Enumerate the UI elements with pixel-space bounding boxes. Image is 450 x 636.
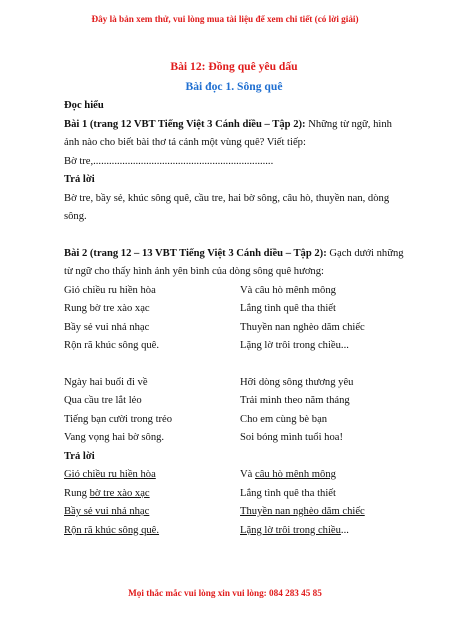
poem-line: Soi bóng mình tuổi hoa! — [240, 432, 343, 443]
answer-line: Rung bờ tre xào xạc — [64, 487, 150, 499]
question-1-answer-label: Trả lời — [64, 174, 95, 185]
question-2-answer-label: Trả lời — [64, 450, 95, 462]
poem-line: Gió chiều ru hiền hòa — [64, 284, 156, 296]
poem-line: Rộn rã khúc sông quê. — [64, 340, 160, 351]
poem-line: Ngày hai buổi đi về — [64, 376, 148, 388]
underlined-phrase: Rộn rã khúc sông quê. — [64, 524, 160, 536]
preview-banner: Đây là bản xem thử, vui lòng mua tài liệu để xem chi tiết (có lời giải) — [91, 14, 359, 24]
poem-line: Trải mình theo năm tháng — [240, 395, 350, 406]
question-2-prefix: Bài 2 (trang 12 – 13 VBT Tiếng Việt 3 Cánh diều – Tập 2): — [64, 247, 327, 259]
underlined-phrase: Lặng lờ trôi trong chiều — [240, 524, 341, 536]
poem-line: Vang vọng hai bờ sông. — [64, 432, 165, 443]
question-2-text: Gạch dưới những từ ngữ cho thấy hình ảnh yên bình của dòng sông quê hương: — [64, 247, 404, 277]
answer-line: Lắng tình quê tha thiết — [240, 487, 336, 499]
poem-line: Hỡi dòng sông thương yêu — [240, 376, 354, 388]
poem-line: Thuyền nan nghèo dăm chiếc — [240, 321, 365, 333]
poem-line: Lặng lờ trôi trong chiều... — [240, 340, 349, 351]
poem-line: Tiếng bạn cười trong trẻo — [64, 413, 173, 425]
reading-title: Bài đọc 1. Sông quê — [185, 80, 283, 93]
underlined-phrase: câu hò mênh mông — [255, 469, 336, 480]
contact-footer: Mọi thắc mắc vui lòng xin vui lòng: 084 283 45 85 — [128, 588, 322, 598]
document-content — [64, 57, 404, 540]
poem-stanza-2 — [64, 374, 404, 448]
poem-line: Lắng tình quê tha thiết — [240, 303, 336, 314]
answer-line — [240, 503, 404, 522]
poem-line: Rung bờ tre xào xạc — [64, 303, 150, 314]
underlined-phrase: Thuyền nan nghèo dăm chiếc — [240, 506, 365, 517]
section-heading: Đọc hiểu — [64, 100, 104, 111]
answer-line: Lặng lờ trôi trong chiều... — [240, 524, 349, 536]
poem-line: Và câu hò mênh mông — [240, 284, 336, 296]
question-1-blank: Bờ tre,.................................................................... — [64, 155, 274, 167]
answer-line: Và câu hò mênh mông — [240, 469, 336, 480]
underlined-phrase: Gió chiều ru hiền hòa — [64, 469, 156, 480]
underlined-phrase: bờ tre xào xạc — [89, 487, 150, 499]
question-1-text: Những từ ngữ, hình ảnh nào cho biết bài thơ tả cảnh một vùng quê? Viết tiếp: — [64, 118, 392, 148]
underlined-phrase: Bầy sẻ vui nhả nhạc — [64, 506, 150, 517]
answer-line — [64, 466, 240, 485]
answer-line — [64, 522, 240, 541]
poem-line: Cho em cùng bè bạn — [240, 413, 328, 425]
question-2 — [64, 245, 404, 282]
question-1 — [64, 116, 404, 153]
question-1-answer: Bờ tre, bầy sẻ, khúc sông quê, cầu tre, hai bờ sông, câu hò, thuyền nan, dòng sông. — [64, 192, 390, 222]
answer-poem — [64, 466, 404, 540]
answer-line — [64, 503, 240, 522]
lesson-title: Bài 12: Đồng quê yêu dấu — [170, 60, 298, 73]
poem-line: Qua cầu tre lắt lẻo — [64, 395, 142, 406]
question-1-prefix: Bài 1 (trang 12 VBT Tiếng Việt 3 Cánh diều – Tập 2): — [64, 118, 306, 130]
poem-stanza-1 — [64, 282, 404, 356]
poem-line: Bầy sẻ vui nhả nhạc — [64, 321, 150, 333]
